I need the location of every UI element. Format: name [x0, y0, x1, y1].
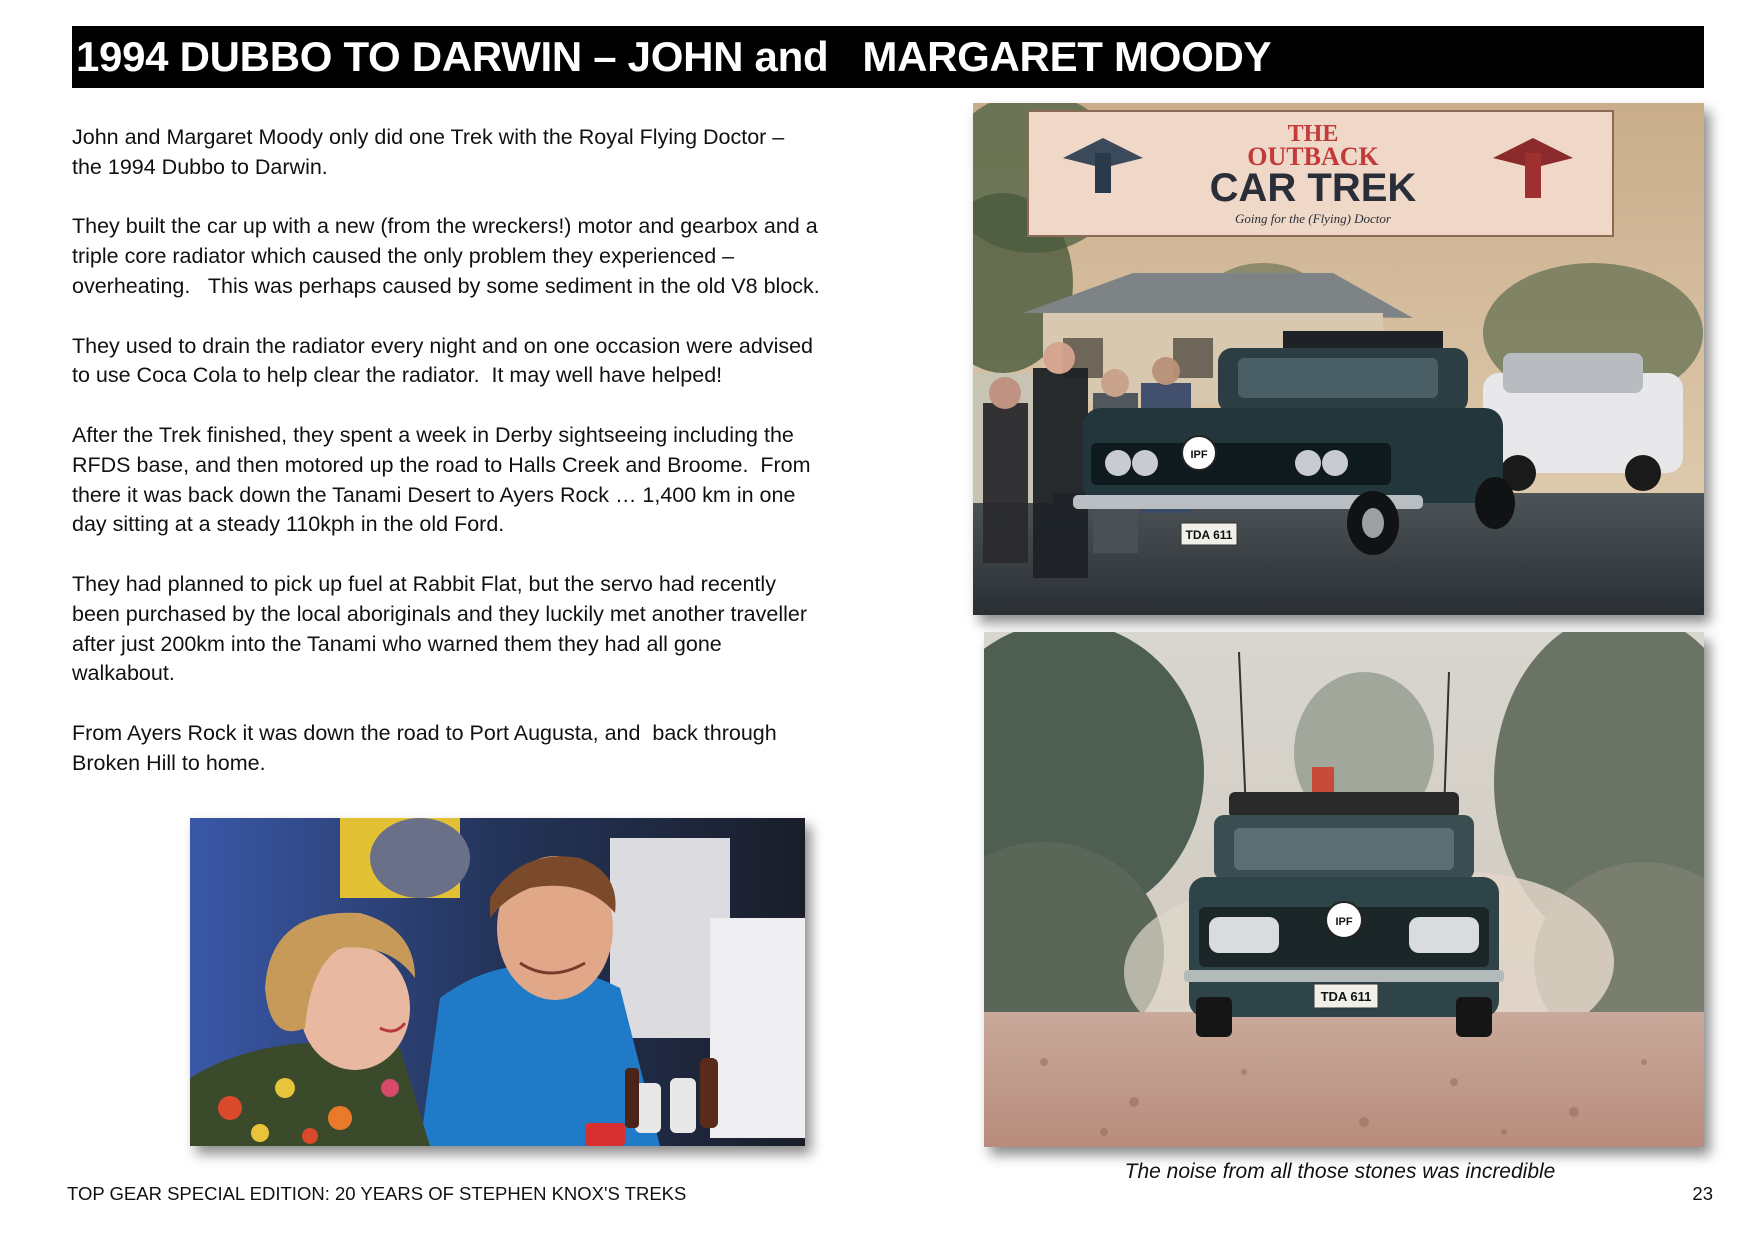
- car-number-plate: TDA 611: [1185, 528, 1233, 542]
- car-number-plate: TDA 611: [1320, 989, 1372, 1004]
- page-number: 23: [1692, 1183, 1713, 1204]
- banner-tagline: Going for the (Flying) Doctor: [1235, 211, 1391, 226]
- banner-text-the: THE: [1287, 121, 1339, 147]
- text-line: After the Trek finished, they spent a week in Derby sightseeing including the: [72, 422, 794, 447]
- photo-john-and-margaret: [190, 818, 805, 1146]
- photo-dust-illustration: [984, 632, 1704, 1147]
- paragraph-1: [72, 123, 892, 183]
- banner-text-outback: OUTBACK: [1247, 142, 1379, 171]
- text-line: They used to drain the radiator every night and on one occasion were advised: [72, 333, 814, 358]
- car-badge-label: IPF: [1190, 449, 1208, 461]
- paragraph-3: [72, 332, 892, 392]
- car-badge-label: IPF: [1335, 916, 1353, 928]
- text-line: John and Margaret Moody only did one Trek with the Royal Flying Doctor –: [72, 125, 785, 149]
- paragraph-5: [72, 570, 892, 689]
- photo-couple-illustration: [190, 818, 805, 1146]
- text-line: RFDS base, and then motored up the road to Halls Creek and Broome. From: [72, 452, 811, 477]
- text-line: to use Coca Cola to help clear the radiator. It may well have helped!: [72, 363, 723, 388]
- photo-car-on-stones: [984, 632, 1704, 1147]
- footer-publication-title: TOP GEAR SPECIAL EDITION: 20 YEARS OF STEPHEN KNOX'S TREKS: [67, 1183, 687, 1204]
- text-line: They built the car up with a new (from the wreckers!) motor and gearbox and a: [72, 214, 818, 239]
- photo-start-illustration: [973, 103, 1704, 615]
- paragraph-6: [72, 719, 892, 779]
- text-line: They had planned to pick up fuel at Rabbit Flat, but the servo had recently: [72, 571, 776, 596]
- text-line: the 1994 Dubbo to Darwin.: [72, 154, 328, 179]
- paragraph-4: [72, 421, 892, 540]
- text-line: there it was back down the Tanami Desert to Ayers Rock … 1,400 km in one: [72, 482, 796, 507]
- text-line: day sitting at a steady 110kph in the old Ford.: [72, 512, 505, 537]
- page-title: 1994 DUBBO TO DARWIN – JOHN and MARGARET MOODY: [72, 26, 1704, 88]
- text-line: overheating. This was perhaps caused by some sediment in the old V8 block.: [72, 273, 820, 298]
- text-line: been purchased by the local aboriginals and they luckily met another traveller: [72, 601, 808, 626]
- paragraph-2: [72, 212, 892, 301]
- photo-outback-car-trek-start: [973, 103, 1704, 615]
- article-body: [72, 123, 892, 808]
- text-line: From Ayers Rock it was down the road to Port Augusta, and back through: [72, 720, 777, 745]
- text-line: walkabout.: [72, 661, 175, 686]
- text-line: after just 200km into the Tanami who warned them they had all gone: [72, 631, 722, 656]
- banner-text-car-trek: CAR TREK: [1209, 166, 1417, 210]
- text-line: triple core radiator which caused the only problem they experienced –: [72, 244, 735, 269]
- photo-caption: The noise from all those stones was incredible: [1124, 1160, 1556, 1183]
- text-line: Broken Hill to home.: [72, 750, 266, 775]
